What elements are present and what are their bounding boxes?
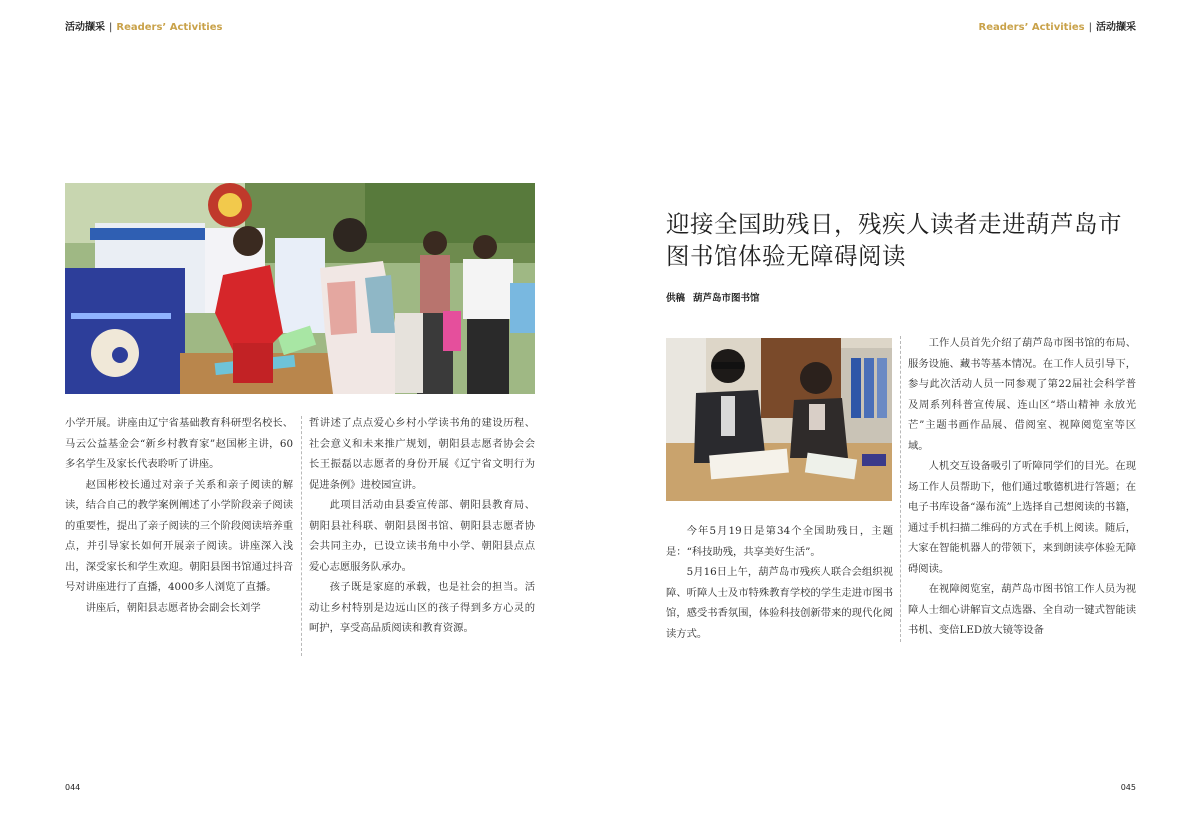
- paragraph: 人机交互设备吸引了听障同学们的目光。在现场工作人员帮助下，他们通过歌德机进行答题；在电子书库设备“瀑布流”上选择自己想阅读的书籍，通过手机扫描二维码的方式在手机上阅读。随后，大家在智能机器人的带领下，来到朗读亭体验无障碍阅读。: [908, 460, 1136, 575]
- left-column-1: [65, 413, 293, 618]
- column-divider: [301, 416, 302, 656]
- article-title: [666, 208, 1146, 272]
- section-name: 活动撷采: [1096, 22, 1136, 33]
- paragraph: 工作人员首先介绍了葫芦岛市图书馆的布局、服务设施、藏书等基本情况。在工作人员引导下，参与此次活动人员一同参观了第22届社会科学普及周系列科普宣传展、连山区“塔山精神 永放光芒”主题书画作品展、借阅室、视障阅览室等区域。: [908, 337, 1136, 452]
- paragraph: 此项目活动由县委宣传部、朝阳县教育局、朝阳县社科联、朝阳县图书馆、朝阳县志愿者协会共同主办，已设立读书角中小学、朝阳县点点爱心志愿服务队承办。: [309, 499, 535, 573]
- paragraph: 哲讲述了点点爱心乡村小学读书角的建设历程、社会意义和未来推广规划，朝阳县志愿者协会会长王振磊以志愿者的身份开展《辽宁省文明行为促进条例》进校园宣讲。: [309, 417, 535, 491]
- column-divider: [900, 336, 901, 642]
- right-column-1: [666, 521, 893, 644]
- byline-source: 葫芦岛市图书馆: [693, 293, 760, 304]
- paragraph: 今年5月19日是第34个全国助残日，主题是：“科技助残，共享美好生活”。: [666, 525, 893, 558]
- right-column-2: [908, 333, 1136, 641]
- page-number-left: 044: [65, 783, 81, 792]
- article-title-line: 图书馆体验无障碍阅读: [666, 242, 906, 270]
- paragraph: 赵国彬校长通过对亲子关系和亲子阅读的解读，结合自己的教学案例阐述了小学阶段亲子阅读的重要性，提出了亲子阅读的三个阶段阅读培养重点，并引导家长如何开展亲子阅读。讲座深入浅出，深受家长和学生欢迎。朝阳县图书馆通过抖音号对讲座进行了直播，4000多人浏览了直播。: [65, 478, 293, 593]
- running-header-left: 活动撷采 | Readers’ Activities: [65, 22, 223, 33]
- section-name: 活动撷采: [65, 22, 105, 33]
- paragraph: 在视障阅览室，葫芦岛市图书馆工作人员为视障人士细心讲解盲文点选器、全自动一键式智能读书机、变倍LED放大镜等设备: [908, 583, 1136, 636]
- section-english: Readers’ Activities: [978, 22, 1085, 33]
- paragraph: 讲座后，朝阳县志愿者协会副会长刘学: [85, 601, 261, 614]
- reading-booth-photo: [65, 183, 535, 394]
- braille-reading-photo: [666, 338, 892, 501]
- article-title-line: 迎接全国助残日，残疾人读者走进葫芦岛市: [666, 210, 1122, 238]
- running-header-right: Readers’ Activities | 活动撷采: [978, 22, 1136, 33]
- paragraph: 5月16日上午，葫芦岛市残疾人联合会组织视障、听障人士及市特殊教育学校的学生走进市图书馆，感受书香氛围，体验科技创新带来的现代化阅读方式。: [666, 566, 893, 640]
- paragraph: 小学开展。讲座由辽宁省基础教育科研型名校长、马云公益基金会“新乡村教育家”赵国彬主讲，60多名学生及家长代表聆听了讲座。: [65, 417, 293, 470]
- byline: [666, 290, 760, 304]
- section-english: Readers’ Activities: [116, 22, 223, 33]
- paragraph: 孩子既是家庭的承载，也是社会的担当。活动让乡村特别是边远山区的孩子得到多方心灵的呵护，享受高品质阅读和教育资源。: [309, 581, 535, 634]
- page-number-right: 045: [1120, 783, 1136, 792]
- left-column-2: [309, 413, 535, 639]
- byline-label: 供稿: [666, 293, 686, 304]
